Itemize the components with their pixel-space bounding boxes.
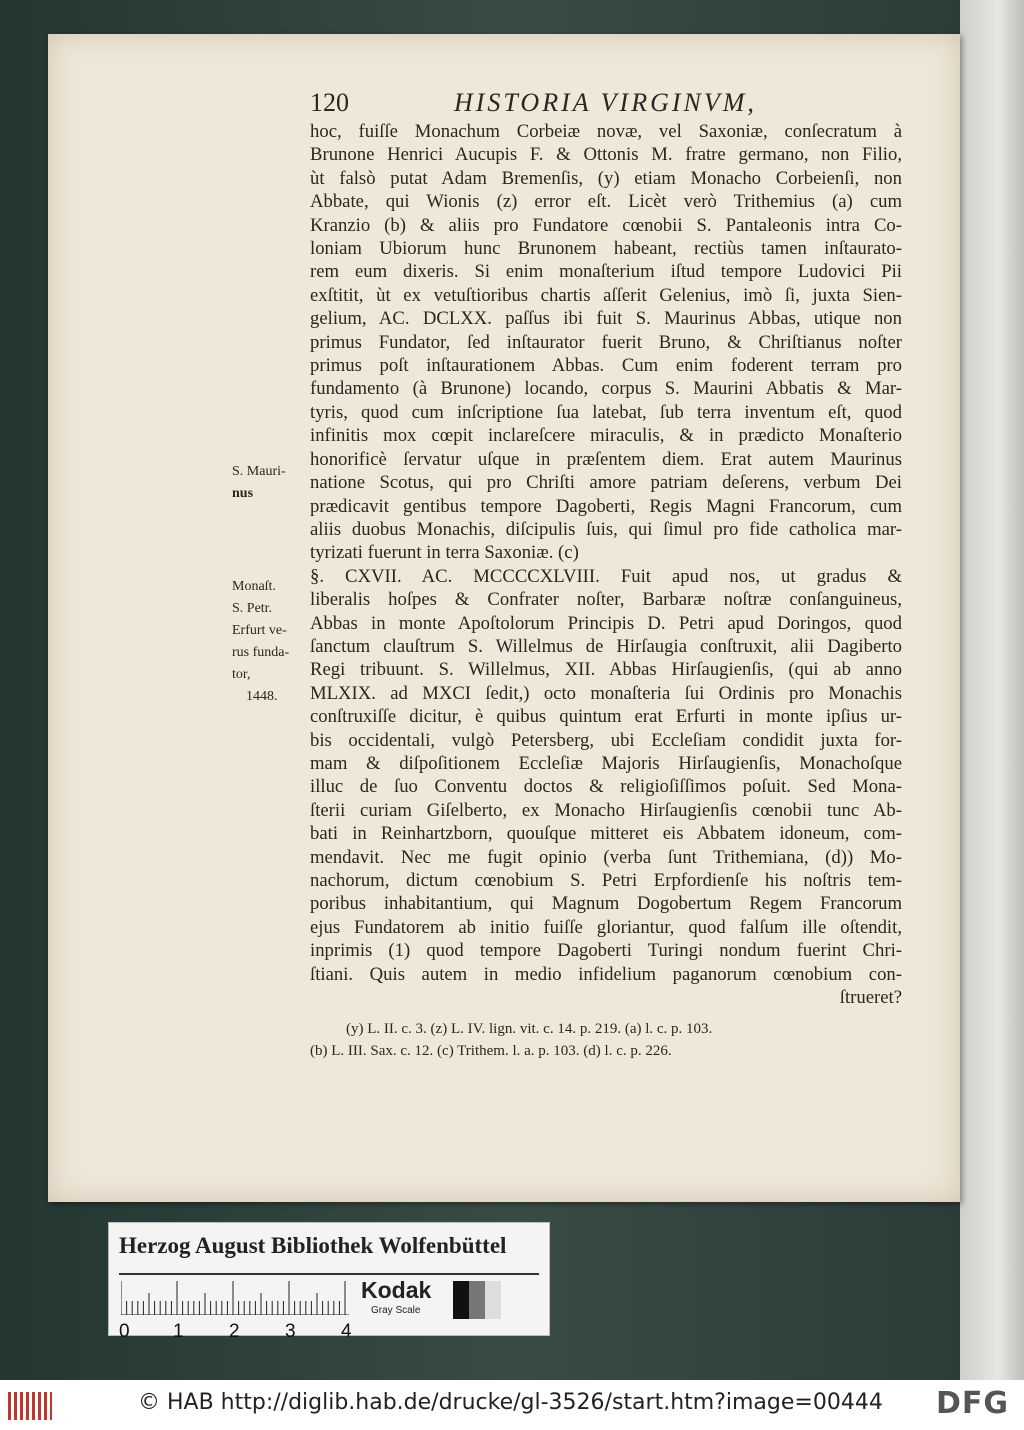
body-line: ſtrueret? (839, 987, 902, 1009)
body-line: primus Fundator, ſed inſtaurator fuerit Bruno, & Chriſtianus noſter (310, 331, 902, 353)
margin-line: 1448. (246, 689, 278, 704)
gray-patch-black (453, 1281, 469, 1319)
body-line: mendavit. Nec me fugit opinio (verba ſunt Trithemiana, (d)) Mo- (310, 846, 902, 868)
gray-patch-mid (469, 1281, 485, 1319)
body-line: prædicavit gentibus tempore Dagoberti, Regis Magni Francorum, cum (310, 495, 902, 517)
body-line: hoc, fuiſſe Monachum Corbeiæ novæ, vel Saxoniæ, conſecratum à (310, 121, 902, 142)
body-line: gelium, AC. DCLXX. paſſus ibi fuit S. Maurinus Abbas, utique non (310, 308, 902, 330)
running-title: HISTORIA VIRGINVM, (454, 88, 757, 117)
body-line: fundamento (à Brunone) locando, corpus S. Maurini Abbatis & Mar- (310, 378, 902, 400)
footnote-line: (b) L. III. Sax. c. 12. (c) Trithem. l. a. p. 103. (d) l. c. p. 226. (310, 1043, 672, 1059)
body-line: Brunone Henrici Aucupis F. & Ottonis M. fratre germano, non Filio, (310, 144, 902, 166)
body-line: aliis duobus Monachis, diſcipulis ſuis, qui ſimul pro fide catholica mar- (310, 518, 902, 540)
margin-line: nus (232, 486, 254, 501)
footnotes (310, 1018, 902, 1062)
page-number: 120 (310, 88, 349, 117)
body-line: Abbas in monte Apoſtolorum Principis D. Petri apud Doringos, quod (310, 612, 902, 634)
kodak-logo: Kodak (361, 1277, 432, 1303)
body-line: ſterii curiam Giſelberto, ex Monacho Hirſaugienſis cœnobii tunc Ab- (310, 799, 902, 821)
margin-note-maurinus (232, 461, 312, 505)
body-line: Regi tribuunt. S. Willelmus, XII. Abbas Hirſaugienſis, (qui ab anno (310, 659, 902, 681)
body-line: liberalis hoſpes & Confrater noſter, Barbaræ noſtræ conſanguineus, (310, 589, 902, 611)
margin-line: Monaſt. (232, 579, 276, 594)
ruler-numbers (121, 1321, 361, 1343)
hab-logo-icon (8, 1392, 52, 1420)
footnote-line: (y) L. II. c. 3. (z) L. IV. lign. vit. c. 14. p. 219. (a) l. c. p. 103. (346, 1021, 713, 1037)
body-line: tyrizati fuerunt in terra Saxoniæ. (c) (310, 542, 579, 564)
body-line: Kranzio (b) & aliis pro Fundatore cœnobii S. Pantaleonis intra Co- (310, 214, 902, 236)
body-line: natione Scotus, qui pro Chriſti amore patriam deſerens, verbum Dei (310, 472, 902, 494)
body-text (310, 120, 902, 1009)
body-line: loniam Ubiorum hunc Brunonem habeant, rectiùs tamen inſtaurato- (310, 238, 902, 260)
body-line: rem eum dixeris. Si enim monaſterium iſtud tempore Ludovici Pii (310, 261, 902, 283)
body-line: MLXIX. ad MXCI ſedit,) octo monaſteria ſui Ordinis pro Monachis (310, 682, 902, 704)
ruler-number: 2 (229, 1321, 240, 1342)
body-line: ejus Fundatorem ab initio fuiſſe gloriantur, quod falſum ille oſtendit, (310, 916, 902, 938)
body-line: tyris, quod cum inſcriptione ſua latebat, ſub terra inventum eſt, quod (310, 401, 902, 423)
body-line: mam & diſpoſitionem Eccleſiæ Majoris Hirſaugienſis, Monachoſque (310, 752, 902, 774)
copyright-url[interactable]: © HAB http://diglib.hab.de/drucke/gl-3526/start.htm?image=00444 (138, 1390, 883, 1415)
body-line: inprimis (1) quod tempore Dagoberti Turingi nondum fuerint Chri- (310, 940, 902, 962)
body-line: Abbate, qui Wionis (z) error eſt. Licèt verò Trithemius (a) cum (310, 191, 902, 213)
margin-note-monastery (232, 576, 312, 708)
margin-line: S. Mauri- (232, 464, 286, 479)
body-line: poribus inhabitantium, qui Magnum Dogobertum Regem Francorum (310, 893, 902, 915)
label-divider (119, 1273, 539, 1275)
body-line: illuc de ſuo Conventu doctos & religioſiſſimos poſuit. Sed Mona- (310, 776, 902, 798)
adjacent-page-edge (960, 0, 1024, 1380)
body-line: infinitis mox cœpit inclareſcere miraculis, & in prædicto Monaſterio (310, 425, 902, 447)
measurement-ruler (119, 1281, 352, 1342)
gray-scale-label: Gray Scale (371, 1305, 421, 1316)
body-line: exſtitit, ùt ex vetuſtioribus chartis aſſerit Gelenius, imò ſi, juxta Sien- (310, 284, 902, 306)
ruler-ticks (121, 1281, 349, 1315)
body-line: conſtruxiſſe dicitur, è quibus quintum erat Erfurti in monte ipſius ur- (310, 706, 902, 728)
margin-line: Erfurt ve- (232, 623, 287, 638)
body-line: ùt falsò putat Adam Bremenſis, (y) etiam Monacho Corbeienſi, non (310, 167, 902, 189)
margin-line: tor, (232, 667, 251, 682)
footer-bar (0, 1380, 1024, 1430)
dfg-logo: DFG (936, 1386, 1010, 1421)
library-label (108, 1222, 550, 1342)
margin-line: S. Petr. (232, 601, 273, 616)
body-line: bati in Reinhartzborn, quouſque mitteret eis Abbatem idoneum, com- (310, 823, 902, 845)
gray-patch-light (485, 1281, 501, 1319)
body-line: ſanctum clauſtrum S. Willelmus de Hirſaugia conſtruxit, alii Dagiberto (310, 635, 902, 657)
ruler-number: 0 (119, 1321, 130, 1342)
margin-line: rus funda- (232, 645, 290, 660)
body-line: nachorum, dictum cœnobium S. Petri Erpfordienſe his noſtris tem- (310, 870, 902, 891)
ruler-number: 4 (341, 1321, 352, 1342)
body-line: §. CXVII. AC. MCCCCXLVIII. Fuit apud nos, ut gradus & (310, 565, 902, 587)
body-line: honorificè ſervatur uſque in præſentem diem. Erat autem Maurinus (310, 448, 902, 470)
ruler-number: 1 (173, 1321, 184, 1342)
body-line: primus poſt inſtaurationem Abbas. Cum enim foderent terram pro (310, 355, 902, 377)
library-name: Herzog August Bibliothek Wolfenbüttel (119, 1233, 507, 1258)
body-line: bis occidentali, vulgò Petersberg, ubi Eccleſiam condidit juxta for- (310, 729, 902, 751)
ruler-number: 3 (285, 1321, 296, 1342)
body-line: ſtiani. Quis autem in medio infidelium paganorum cœnobium con- (310, 963, 902, 985)
running-head (310, 88, 910, 124)
